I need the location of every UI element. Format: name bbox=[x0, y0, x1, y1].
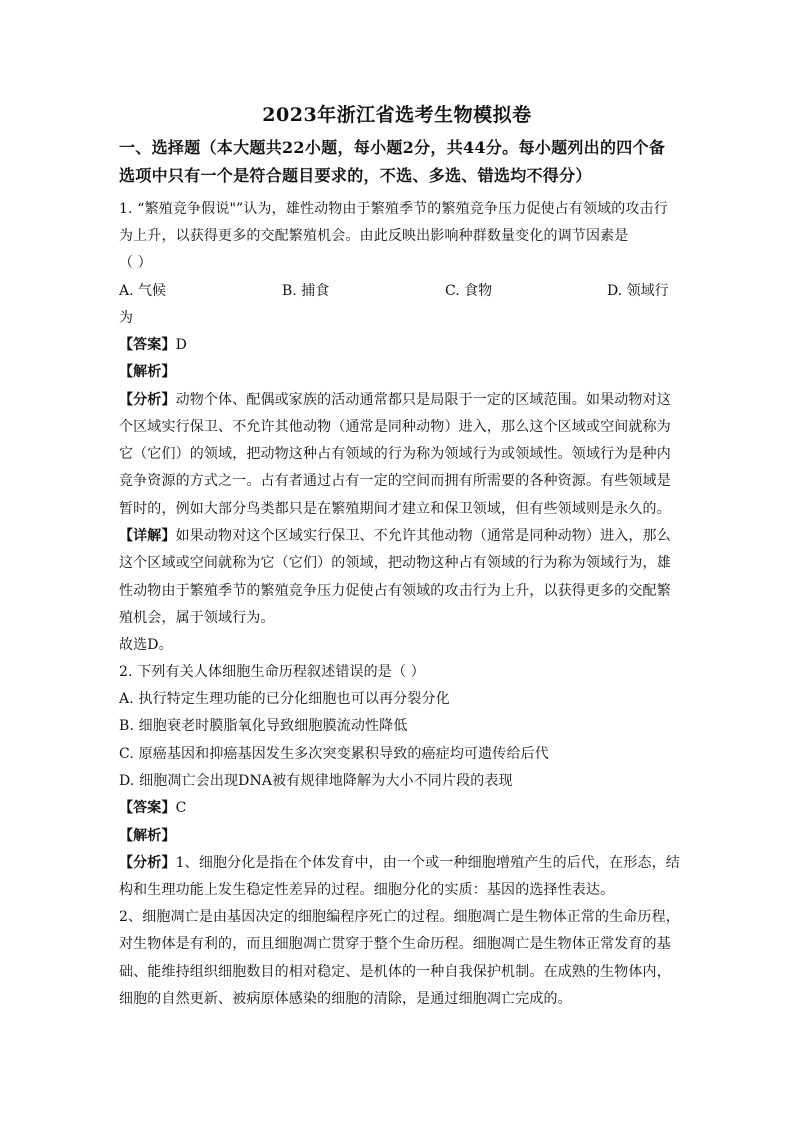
q2-fenxi-text-1: 1、细胞分化是指在个体发育中，由一个或一种细胞增殖产生的后代，在形态，结 bbox=[175, 855, 680, 871]
q1-fenxi-text-1: 动物个体、配偶或家族的活动通常都只是局限于一定的区域范围。如果动物对这 bbox=[175, 392, 671, 408]
q2-answer-tag: 【答案】 bbox=[119, 800, 176, 816]
q2-fenxi-line-2: 构和生理功能上发生稳定性差异的过程。细胞分化的实质：基因的选择性表达。 bbox=[119, 882, 615, 898]
section-heading-line-2: 选项中只有一个是符合题目要求的，不选、多选、错选均不得分） bbox=[119, 166, 592, 185]
q1-option-b: B. 捕食 bbox=[282, 283, 330, 299]
q1-option-a: A. 气候 bbox=[119, 283, 167, 299]
q2-analysis-tag: 【解析】 bbox=[119, 828, 176, 844]
q1-option-c: C. 食物 bbox=[445, 283, 493, 299]
q2-fenxi-line-4: 对生物体是有利的，而且细胞凋亡贯穿于整个生命历程。细胞凋亡是生物体正常发育的基 bbox=[119, 936, 671, 952]
q1-analysis-tag: 【解析】 bbox=[119, 364, 176, 380]
q2-fenxi-tag: 【分析】 bbox=[119, 855, 176, 871]
q1-xiangjie-tag: 【详解】 bbox=[119, 528, 176, 544]
q1-answer-line bbox=[119, 335, 679, 355]
q2-answer-value: C bbox=[175, 800, 187, 816]
q2-answer-line bbox=[119, 798, 679, 818]
q1-fenxi-line-5: 暂时的，例如大部分鸟类都只是在繁殖期间才建立和保卫领域，但有些领域则是永久的。 bbox=[119, 501, 671, 517]
q1-option-d-wrap: 为 bbox=[119, 310, 134, 326]
q1-fenxi-line-3: 它（它们）的领域，把动物这种占有领域的行为称为领域行为或领域性。领域行为是种内 bbox=[119, 446, 671, 462]
section-heading-line-1: 一、选择题（本大题共22小题，每小题2分，共44分。每小题列出的四个备 bbox=[119, 138, 666, 157]
q2-fenxi-line-6: 细胞的自然更新、被病原体感染的细胞的清除，是通过细胞凋亡完成的。 bbox=[119, 991, 572, 1007]
q2-option-b: B. 细胞衰老时膜脂氧化导致细胞膜流动性降低 bbox=[119, 718, 408, 734]
q2-fenxi-line-1 bbox=[119, 853, 679, 873]
q1-fenxi-line-4: 竞争资源的方式之一。占有者通过占有一定的空间而拥有所需要的各种资源。有些领域是 bbox=[119, 473, 671, 489]
q1-answer-paren: （ ） bbox=[119, 255, 152, 271]
page-title: 2023年浙江省选考生物模拟卷 bbox=[262, 104, 532, 126]
q1-answer-tag: 【答案】 bbox=[119, 337, 176, 353]
q1-xiangjie-line-2: 这个区域或空间就称为它（它们）的领域，把动物这种占有领域的行为称为领域行为，雄 bbox=[119, 555, 671, 571]
q1-xiangjie-text-1: 如果动物对这个区域实行保卫、不允许其他动物（通常是同种动物）进入，那么 bbox=[175, 528, 671, 544]
q1-fenxi-tag: 【分析】 bbox=[119, 392, 176, 408]
q1-fenxi-line-1 bbox=[119, 390, 679, 410]
q1-stem-line-1: 1. “繁殖竞争假说"”认为，雄性动物由于繁殖季节的繁殖竞争压力促使占有领域的攻击行 bbox=[119, 201, 668, 217]
q1-option-d: D. 领域行 bbox=[607, 283, 669, 299]
q1-xiangjie-line-1 bbox=[119, 526, 679, 546]
q2-option-a: A. 执行特定生理功能的已分化细胞也可以再分裂分化 bbox=[119, 691, 450, 707]
q1-conclusion: 故选D。 bbox=[119, 637, 173, 653]
q1-answer-value: D bbox=[175, 337, 187, 353]
q2-option-d: D. 细胞凋亡会出现DNA被有规律地降解为大小不同片段的表现 bbox=[119, 773, 513, 789]
q1-xiangjie-line-4: 殖机会，属于领域行为。 bbox=[119, 610, 275, 626]
q2-fenxi-line-5: 础、能维持组织细胞数目的相对稳定、是机体的一种自我保护机制。在成熟的生物体内， bbox=[119, 964, 671, 980]
q2-stem: 2. 下列有关人体细胞生命历程叙述错误的是（ ） bbox=[119, 664, 425, 680]
q1-fenxi-line-2: 个区域实行保卫、不允许其他动物（通常是同种动物）进入，那么这个区域或空间就称为 bbox=[119, 419, 671, 435]
q2-fenxi-line-3: 2、细胞凋亡是由基因决定的细胞编程序死亡的过程。细胞凋亡是生物体正常的生命历程， bbox=[119, 909, 680, 925]
q1-xiangjie-line-3: 性动物由于繁殖季节的繁殖竞争压力促使占有领域的攻击行为上升，以获得更多的交配繁 bbox=[119, 583, 671, 599]
q2-option-c: C. 原癌基因和抑癌基因发生多次突变累积导致的癌症均可遗传给后代 bbox=[119, 746, 549, 762]
q1-stem-line-2: 为上升，以获得更多的交配繁殖机会。由此反映出影响种群数量变化的调节因素是 bbox=[119, 228, 629, 244]
